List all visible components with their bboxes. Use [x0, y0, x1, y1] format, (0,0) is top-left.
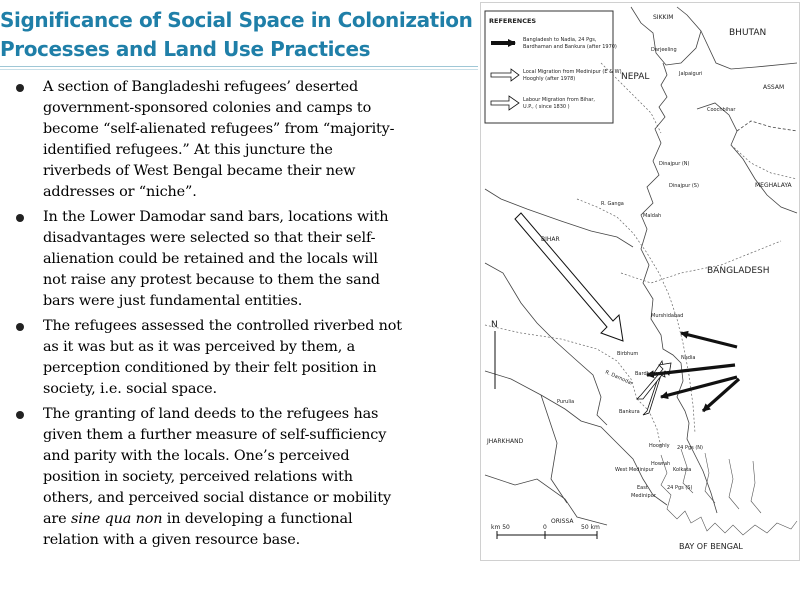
bullet-line: and parity with the locals. One’s perceived [43, 448, 350, 464]
label-howrah: Howrah [651, 461, 671, 467]
bullet-line: alienation could be retained and the locals will [43, 251, 378, 267]
bullet-line: relation with a given resource base. [43, 532, 301, 548]
bullet-line: position in society, perceived relations with [43, 469, 353, 485]
bullet-dot-icon [16, 214, 24, 222]
north-label: N [491, 320, 498, 330]
label-bihar: BIHAR [541, 236, 560, 243]
scale-zero: 0 [543, 524, 547, 531]
bullet-line: In the Lower Damodar sand bars, locations with [43, 209, 389, 225]
label-bhutan: BHUTAN [729, 28, 767, 38]
bullet-line: as it was but as it was perceived by them, a [43, 339, 356, 355]
label-jharkhand: JHARKHAND [487, 438, 524, 445]
latin-phrase: sine qua non [70, 511, 163, 527]
bullet-dot-icon [16, 411, 24, 419]
legend-item-2-line-1: Local Migration from Medinipur (E & W), [523, 69, 624, 75]
bullet-dot-icon [16, 323, 24, 331]
migration-arrow-icon [661, 377, 737, 397]
label-west-medinipur: West Medinipur [615, 467, 654, 473]
label-east-medinipur-2: Medinipur [631, 493, 656, 499]
legend-item-1-line-2: Bardhaman and Bankura (after 1970) [523, 44, 617, 50]
bullet-list [16, 77, 464, 555]
legend-item-3-line-2: U.P., ( since 1830 ) [523, 104, 570, 110]
label-r-ganga: R. Ganga [601, 201, 624, 207]
bullet-line: identified refugees.” At this juncture the [43, 142, 333, 158]
scale-left: km 50 [491, 524, 510, 531]
label-jalpaiguri: Jalpaiguri [679, 71, 703, 77]
label-darjeeling: Darjeeling [651, 47, 677, 53]
label-sikkim: SIKKIM [653, 14, 674, 21]
title-divider-secondary [0, 69, 478, 70]
bullet-line: riverbeds of West Bengal became their new [43, 163, 356, 179]
bullet-line: A section of Bangladeshi refugees’ deserted [43, 79, 359, 95]
label-24pgs-n: 24 Pgs (N) [677, 445, 703, 451]
local-migration-arrow-icon [643, 361, 665, 415]
legend-title: REFERENCES [489, 17, 537, 25]
label-bangladesh: BANGLADESH [707, 266, 770, 276]
label-nepal: NEPAL [621, 72, 650, 82]
scale-right: 50 km [581, 524, 600, 531]
map-legend [485, 11, 624, 123]
label-bardhaman: Bardhaman [635, 371, 664, 377]
scale-bar [491, 524, 600, 539]
label-orissa: ORISSA [551, 518, 574, 525]
bullet-line: become “self-alienated refugees” from “majority- [43, 121, 395, 137]
legend-item-2-line-2: Hooghly (after 1978) [523, 76, 576, 82]
label-kolkata: Kolkata [673, 467, 692, 473]
bullet-line: The granting of land deeds to the refugees has [43, 406, 379, 422]
bullet-dot-icon [16, 84, 24, 92]
label-nadia: Nadia [681, 355, 696, 361]
bullet-line: bars were just fundamental entities. [43, 293, 303, 309]
legend-item-1-line-1: Bangladesh to Nadia, 24 Pgs, [523, 37, 597, 43]
bullet-line: disadvantages were selected so that their self- [43, 230, 376, 246]
bullet-item [16, 77, 464, 203]
label-meghalaya: MEGHALAYA [755, 182, 792, 189]
label-birbhum: Birbhum [617, 351, 639, 357]
north-arrow [491, 320, 498, 389]
bullet-line: perception conditioned by their felt position in [43, 360, 377, 376]
title-line-2: Processes and Land Use Practices [0, 37, 371, 61]
slide-title [0, 6, 480, 64]
bullet-item [16, 207, 464, 312]
label-assam: ASSAM [763, 84, 785, 91]
label-dinajpur-n: Dinajpur (N) [659, 161, 690, 167]
label-coochbihar: Coochbihar [707, 107, 736, 113]
coast-delta [661, 449, 797, 535]
label-dinajpur-s: Dinajpur (S) [669, 183, 699, 189]
legend-item-3-line-1: Labour Migration from Bihar, [523, 97, 595, 103]
bullet-line: government-sponsored colonies and camps to [43, 100, 372, 116]
label-bay-of-bengal: BAY OF BENGAL [679, 542, 743, 551]
bullet-item [16, 404, 464, 551]
bullet-line: given them a further measure of self-sufficiency [43, 427, 387, 443]
title-line-1: Significance of Social Space in Colonization [0, 8, 473, 32]
label-maldah: Maldah [643, 213, 662, 219]
label-hooghly: Hooghly [649, 443, 670, 449]
bullet-line: The refugees assessed the controlled riverbed not [43, 318, 402, 334]
migration-map [480, 2, 800, 561]
migration-arrow-icon [681, 333, 737, 347]
bullet-line: addresses or “niche”. [43, 184, 197, 200]
label-purulia: Purulia [557, 399, 575, 405]
bullet-line-start: are [43, 511, 71, 527]
bullet-line: society, i.e. social space. [43, 381, 217, 397]
label-east-medinipur-1: East [637, 485, 648, 491]
bullet-line: not raise any protest because to them the sand [43, 272, 380, 288]
label-24pgs-s: 24 Pgs (S) [667, 485, 693, 491]
bullet-item [16, 316, 464, 400]
label-bankura: Bankura [619, 409, 640, 415]
bullet-line-end: in developing a functional [162, 511, 353, 527]
title-divider [0, 66, 478, 67]
labour-migration-arrow-icon [515, 213, 623, 341]
label-murshidabad: Murshidabad [651, 313, 684, 319]
label-r-damodar: R. Damodar [604, 369, 634, 387]
bullet-line: others, and perceived social distance or mobility [43, 490, 391, 506]
